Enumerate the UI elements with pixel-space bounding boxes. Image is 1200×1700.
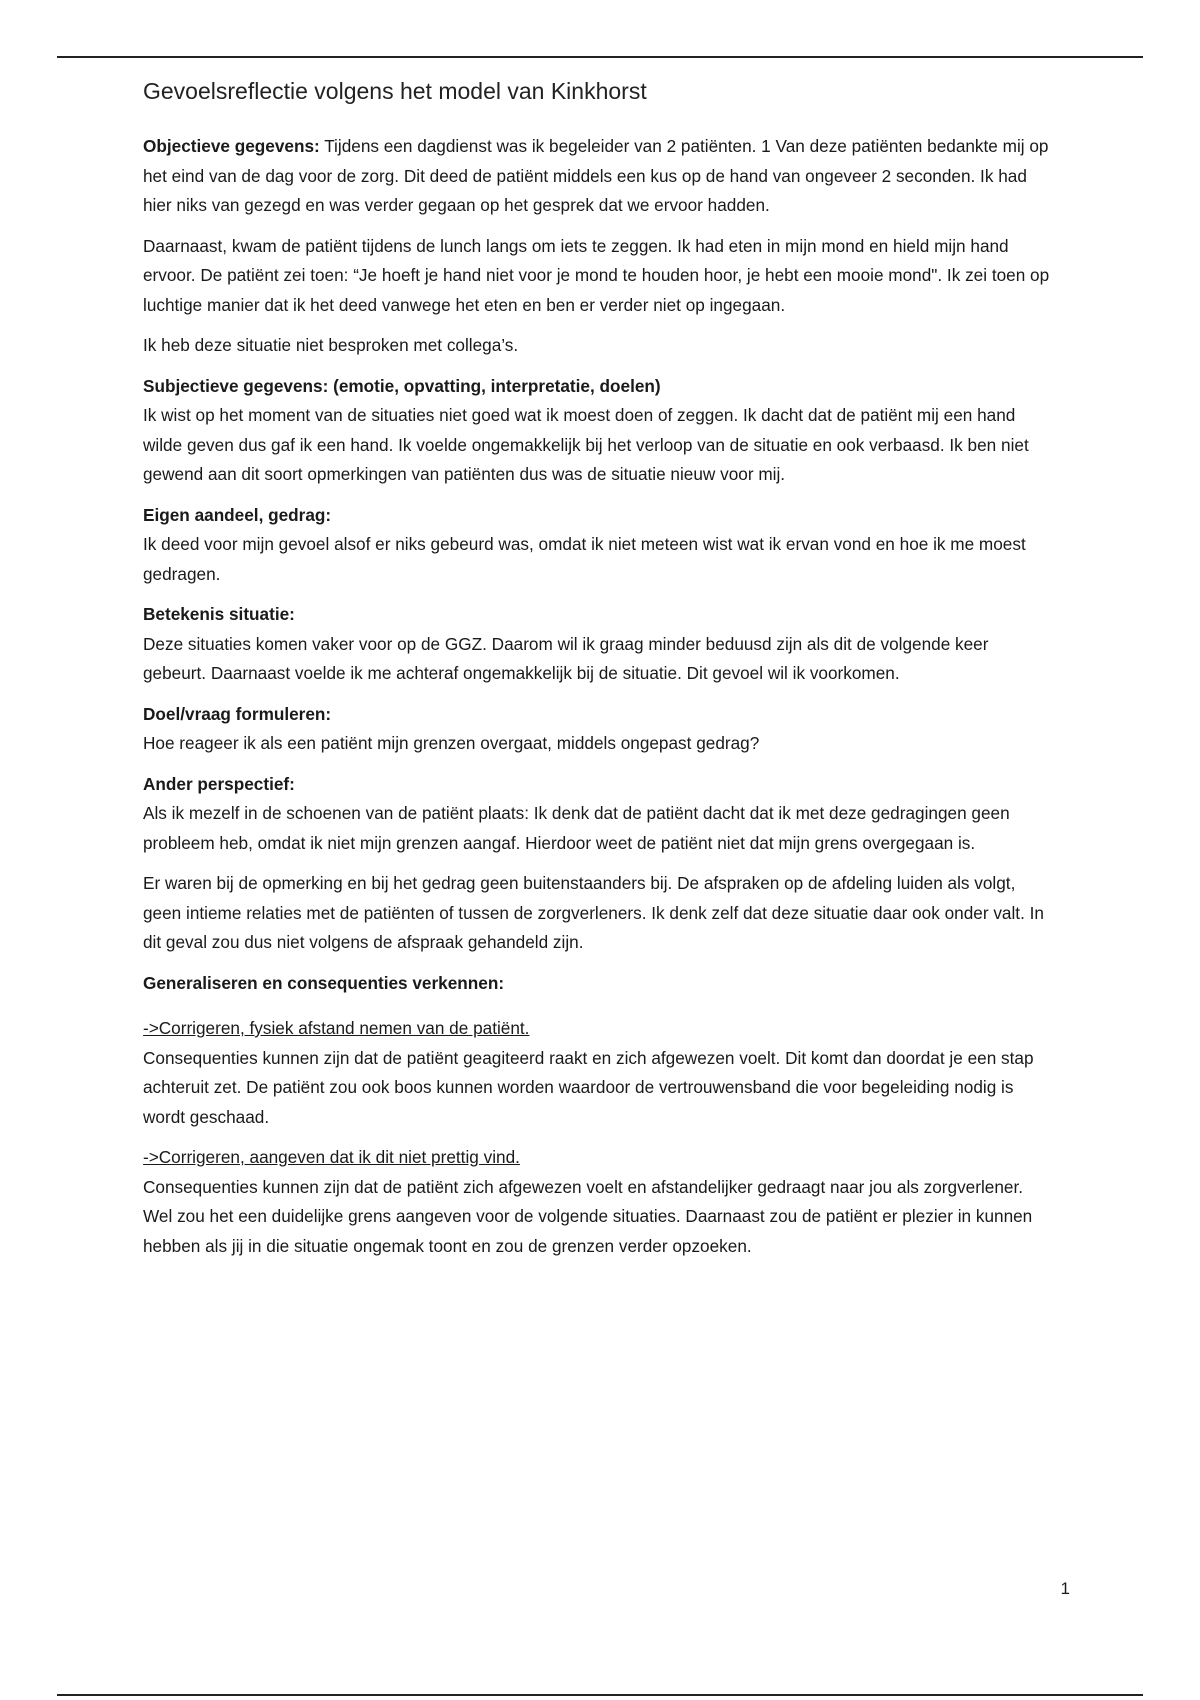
subjective-section	[143, 372, 1053, 490]
subjective-text: Ik wist op het moment van de situaties niet goed wat ik moest doen of zeggen. Ik dacht dat de patiënt mij een hand wilde geven dus gaf ik een hand. Ik voelde ongemakkelijk bij het verloop van de situatie en ook verbaasd. Ik ben niet gewend aan dit soort opmerkingen van patiënten dus was de situatie nieuw voor mij.	[143, 405, 1029, 484]
subjective-heading: Subjectieve gegevens: (emotie, opvatting, interpretatie, doelen)	[143, 375, 661, 396]
option-2-text: Consequenties kunnen zijn dat de patiënt zich afgewezen voelt en afstandelijker gedraagt naar jou als zorgverlener. Wel zou het een duidelijke grens aangeven voor de volgende situaties. Daarnaast zou de patiënt er plezier in kunnen hebben als jij in die situatie ongemak toont en zou de grenzen verder opzoeken.	[143, 1176, 1033, 1256]
option-1-label: ->Corrigeren, fysiek afstand nemen van de patiënt.	[143, 1018, 530, 1038]
document-body	[143, 74, 1053, 1272]
objective-text: Tijdens een dagdienst was ik begeleider van 2 patiënten. 1 Van deze patiënten bedankte mij op het eind van de dag voor de zorg. Dit deed de patiënt middels een kus op de hand van ongeveer 2 seconden. Ik had hier niks van gezegd en was verder gegaan op het gesprek dat we ervoor hadden.	[143, 136, 1049, 215]
generalize-heading: Generaliseren en consequenties verkennen:	[143, 972, 505, 993]
perspective-section	[143, 770, 1053, 859]
perspective-heading: Ander perspectief:	[143, 773, 295, 794]
header-rule	[57, 56, 1143, 58]
goal-text: Hoe reageer ik als een patiënt mijn grenzen overgaat, middels ongepast gedrag?	[143, 733, 760, 753]
meaning-text: Deze situaties komen vaker voor op de GGZ. Daarom wil ik graag minder beduusd zijn als dit de volgende keer gebeurt. Daarnaast voelde ik me achteraf ongemakkelijk bij de situatie. Dit gevoel wil ik voorkomen.	[143, 633, 989, 683]
own-share-heading: Eigen aandeel, gedrag:	[143, 504, 332, 525]
objective-paragraph	[143, 132, 1053, 221]
own-share-text: Ik deed voor mijn gevoel alsof er niks gebeurd was, omdat ik niet meteen wist wat ik ervan vond en hoe ik me moest gedragen.	[143, 534, 1026, 584]
own-share-section	[143, 501, 1053, 590]
goal-section	[143, 700, 1053, 759]
objective-paragraph-3: Ik heb deze situatie niet besproken met collega’s.	[143, 335, 519, 355]
option-2-section	[143, 1143, 1053, 1261]
perspective-paragraph-2: Er waren bij de opmerking en bij het gedrag geen buitenstaanders bij. De afspraken op de afdeling luiden als volgt, geen intieme relaties met de patiënten of tussen de zorgverleners. Ik denk zelf dat deze situatie daar ook onder valt. In dit geval zou dus niet volgens de afspraak gehandeld zijn.	[143, 873, 1044, 952]
option-1-text: Consequenties kunnen zijn dat de patiënt geagiteerd raakt en zich afgewezen voelt. Dit komt dan doordat je een stap achteruit zet. De patiënt zou ook boos kunnen worden waardoor de vertrouwensband die voor begeleiding nodig is wordt geschaad.	[143, 1047, 1034, 1127]
meaning-section	[143, 600, 1053, 689]
perspective-text: Als ik mezelf in de schoenen van de patiënt plaats: Ik denk dat de patiënt dacht dat ik met deze gedragingen geen probleem heb, omdat ik niet mijn grenzen aangaf. Hierdoor weet de patiënt niet dat mijn grens overgegaan is.	[143, 803, 1010, 853]
option-1-section	[143, 1014, 1053, 1132]
page-number: 1	[1060, 1579, 1070, 1598]
document-title: Gevoelsreflectie volgens het model van Kinkhorst	[143, 78, 647, 104]
option-2-label: ->Corrigeren, aangeven dat ik dit niet prettig vind.	[143, 1147, 520, 1167]
objective-heading: Objectieve gegevens:	[143, 136, 320, 156]
meaning-heading: Betekenis situatie:	[143, 604, 295, 624]
goal-heading: Doel/vraag formuleren:	[143, 703, 332, 724]
footer-rule	[57, 1694, 1143, 1696]
objective-paragraph-2: Daarnaast, kwam de patiënt tijdens de lunch langs om iets te zeggen. Ik had eten in mijn mond en hield mijn hand ervoor. De patiënt zei toen: “Je hoeft je hand niet voor je mond te houden hoor, je hebt een mooie mond". Ik zei toen op luchtige manier dat ik het deed vanwege het eten en ben er verder niet op ingegaan.	[143, 235, 1050, 315]
